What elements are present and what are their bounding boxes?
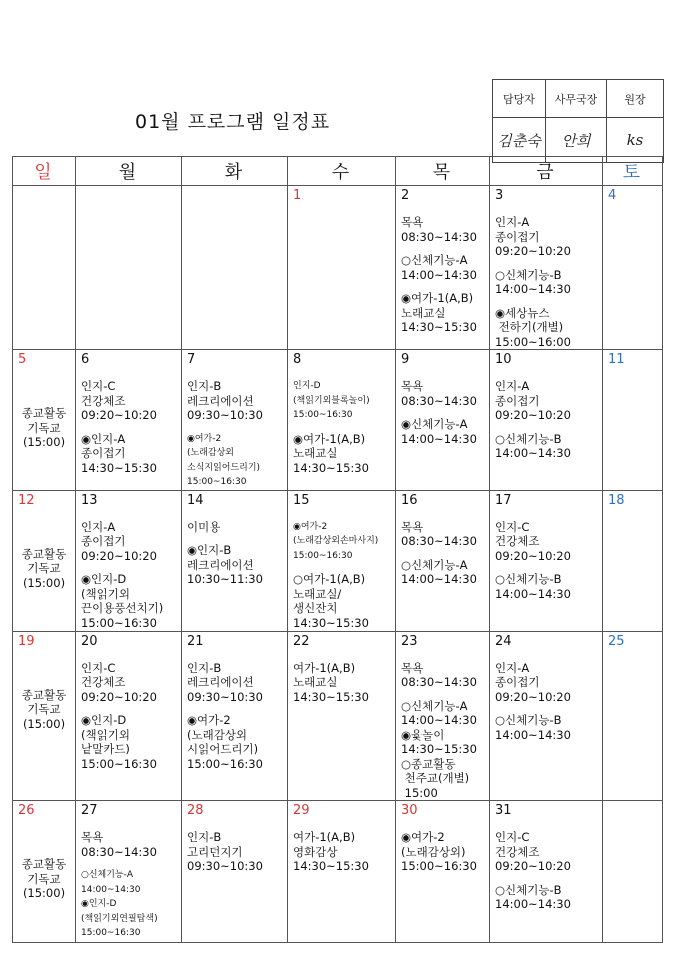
schedule-entry: ◉인지-D (책읽기외 끈이용풍선치기) 15:00~16:30 — [81, 572, 164, 630]
weekday-thu: 목 — [396, 157, 490, 186]
approval-header-director: 원장 — [607, 80, 664, 118]
calendar-day-cell — [396, 350, 490, 491]
schedule-entry: 목욕 08:30~14:30 — [81, 830, 157, 859]
weekday-sat: 토 — [603, 157, 663, 186]
calendar-day-cell — [288, 186, 396, 350]
schedule-entry: ○신체기능-B 14:00~14:30 — [495, 572, 571, 601]
schedule-entry: 목욕 08:30~14:30 — [401, 660, 477, 689]
schedule-entry: ◉여가-1(A,B) 노래교실 14:30~15:30 — [293, 431, 369, 475]
weekday-tue: 화 — [182, 157, 288, 186]
calendar-week-row — [13, 801, 663, 943]
day-number: 27 — [81, 803, 98, 818]
schedule-entry: ○신체기능-B 14:00~14:30 — [495, 713, 571, 742]
calendar-day-cell — [396, 186, 490, 350]
calendar-day-cell — [182, 631, 288, 801]
day-number: 26 — [18, 803, 35, 818]
day-number: 8 — [293, 352, 302, 367]
day-number — [18, 189, 75, 206]
calendar-day-cell — [490, 631, 603, 801]
calendar-table — [12, 156, 663, 943]
schedule-entry: ○신체기능-A 14:00~14:30 — [401, 557, 477, 586]
schedule-entry: ◉여가-2 (노래감상외 시읽어드리기) 15:00~16:30 — [187, 713, 263, 771]
schedule-entry: 인지-C 건강체조 09:20~10:20 — [81, 660, 157, 704]
calendar-day-cell — [603, 490, 663, 631]
page-title: 01월 프로그램 일정표 — [135, 111, 331, 133]
day-number: 4 — [608, 188, 617, 203]
weekday-sun: 일 — [13, 157, 76, 186]
approval-header-secretary: 사무국장 — [546, 80, 607, 118]
calendar-day-cell — [490, 490, 603, 631]
day-number: 22 — [293, 633, 310, 649]
calendar-day-cell — [396, 801, 490, 943]
schedule-entry: ◉인지-A 종이접기 14:30~15:30 — [81, 431, 157, 475]
day-number: 25 — [608, 633, 625, 649]
calendar-day-cell — [13, 350, 76, 491]
day-number — [187, 189, 287, 206]
schedule-entry: 인지-A 종이접기 09:20~10:20 — [81, 519, 157, 563]
religion-activity: 종교활동 기독교 (15:00) — [21, 857, 67, 900]
schedule-entry: ◉신체기능-A 14:00~14:30 — [401, 417, 477, 446]
schedule-entry: ○여가-1(A,B) 노래교실/ 생신잔치 14:30~15:30 — [293, 572, 369, 630]
calendar-day-cell — [13, 186, 76, 350]
calendar-day-cell — [396, 490, 490, 631]
schedule-entry: ◉여가-2 (노래감상외) 15:00~16:30 — [401, 830, 477, 873]
calendar-day-cell — [182, 350, 288, 491]
day-number: 19 — [18, 633, 35, 649]
day-number: 1 — [293, 188, 302, 203]
calendar-day-cell — [13, 490, 76, 631]
schedule-entry: 인지-B 레크리에이션 09:30~10:30 — [187, 660, 263, 704]
schedule-entry: 인지-B 고리던지기 09:30~10:30 — [187, 830, 263, 873]
calendar-day-cell — [288, 350, 396, 491]
day-number: 29 — [293, 803, 310, 818]
calendar-day-cell — [76, 631, 182, 801]
day-number: 15 — [293, 492, 310, 508]
calendar-day-cell — [76, 490, 182, 631]
schedule-entry: ◉세상뉴스 전하기(개별) 15:00~16:00 — [495, 305, 571, 349]
calendar-day-cell — [182, 801, 288, 943]
day-number: 9 — [401, 352, 410, 367]
schedule-entry: ○신체기능-B 14:00~14:30 — [495, 431, 571, 460]
schedule-entry: 인지-B 레크리에이션 09:30~10:30 — [187, 379, 263, 422]
calendar-day-cell — [13, 631, 76, 801]
calendar-day-cell — [490, 350, 603, 491]
schedule-entry: 이미용 — [187, 519, 221, 534]
day-number: 30 — [401, 803, 418, 818]
day-number: 2 — [401, 188, 410, 203]
calendar-week-row — [13, 186, 663, 350]
signature-secretary: 안희 — [546, 118, 607, 163]
day-number: 17 — [495, 492, 512, 508]
schedule-entry: 여가-1(A,B) 영화감상 14:30~15:30 — [293, 830, 369, 873]
schedule-entry: 인지-D (책읽기외블록놀이) 15:00~16:30 — [293, 381, 370, 420]
schedule-entry: 인지-C 건강체조 09:20~10:20 — [81, 379, 157, 422]
schedule-entry: ◉여가-1(A,B) 노래교실 14:30~15:30 — [401, 291, 477, 334]
day-number: 21 — [187, 633, 204, 649]
schedule-entry: 인지-A 종이접기 09:20~10:20 — [495, 215, 571, 258]
calendar-day-cell — [288, 801, 396, 943]
signature-manager: 김춘숙 — [493, 118, 546, 163]
schedule-entry: ◉인지-B 레크리에이션 10:30~11:30 — [187, 543, 263, 586]
calendar-week-row — [13, 350, 663, 491]
schedule-entry: 인지-C 건강체조 09:20~10:20 — [495, 830, 571, 873]
day-number: 31 — [495, 803, 512, 818]
calendar-week-row — [13, 631, 663, 801]
calendar-day-cell — [490, 186, 603, 350]
day-number: 6 — [81, 352, 90, 367]
day-number: 10 — [495, 352, 512, 367]
calendar-day-cell — [396, 631, 490, 801]
calendar-day-cell — [182, 186, 288, 350]
day-number: 24 — [495, 633, 512, 649]
calendar-day-cell — [182, 490, 288, 631]
day-number — [608, 804, 662, 821]
approval-box — [492, 79, 664, 163]
schedule-entry: 목욕 08:30~14:30 — [401, 379, 477, 408]
day-number: 11 — [608, 352, 625, 367]
calendar-day-cell — [288, 490, 396, 631]
schedule-entry: ○신체기능-A 14:00~14:30 — [401, 253, 477, 282]
calendar-day-cell — [603, 631, 663, 801]
schedule-entry: ◉인지-D (책읽기외 낱말카드) 15:00~16:30 — [81, 713, 157, 771]
weekday-header-row — [13, 157, 663, 186]
calendar-day-cell — [288, 631, 396, 801]
day-number: 5 — [18, 352, 27, 367]
religion-activity: 종교활동 기독교 (15:00) — [21, 406, 67, 449]
day-number: 20 — [81, 633, 98, 649]
schedule-entry: ○신체기능-B 14:00~14:30 — [495, 267, 571, 296]
signature-director: ks — [607, 118, 664, 163]
day-number: 14 — [187, 492, 204, 508]
schedule-entry: ◉여가-2 (노래감상외손마사지) 15:00~16:30 — [293, 521, 379, 561]
day-number: 3 — [495, 188, 504, 203]
calendar-day-cell — [13, 801, 76, 943]
day-number: 13 — [81, 492, 98, 508]
calendar-day-cell — [76, 350, 182, 491]
schedule-entry: ◉여가-2 (노래감상외 소식지읽어드리기) 15:00~16:30 — [187, 433, 261, 487]
schedule-entry: ○신체기능-B 14:00~14:30 — [495, 882, 571, 911]
religion-activity: 종교활동 기독교 (15:00) — [21, 687, 67, 731]
schedule-entry: 인지-A 종이접기 09:20~10:20 — [495, 379, 571, 422]
calendar-day-cell — [603, 350, 663, 491]
calendar-day-cell — [76, 186, 182, 350]
day-number: 16 — [401, 492, 418, 508]
schedule-entry: 여가-1(A,B) 노래교실 14:30~15:30 — [293, 660, 369, 704]
calendar-day-cell — [603, 186, 663, 350]
religion-activity: 종교활동 기독교 (15:00) — [21, 546, 67, 590]
approval-header-manager: 담당자 — [493, 80, 546, 118]
schedule-entry: 인지-A 종이접기 09:20~10:20 — [495, 660, 571, 704]
calendar-day-cell — [603, 801, 663, 943]
day-number: 23 — [401, 633, 418, 649]
day-number: 7 — [187, 352, 196, 367]
day-number: 12 — [18, 492, 35, 508]
weekday-mon: 월 — [76, 157, 182, 186]
schedule-entry: ○신체기능-A 14:00~14:30 ◉인지-D (책읽기외연필탑색) 15:00~16:30 — [81, 870, 158, 938]
schedule-entry: 목욕 08:30~14:30 — [401, 215, 477, 244]
day-number: 28 — [187, 803, 204, 818]
weekday-wed: 수 — [288, 157, 396, 186]
calendar-week-row — [13, 490, 663, 631]
schedule-entry: 목욕 08:30~14:30 — [401, 519, 477, 548]
schedule-entry: 인지-C 건강체조 09:20~10:20 — [495, 519, 571, 563]
calendar-day-cell — [490, 801, 603, 943]
weekday-fri: 금 — [490, 157, 603, 186]
calendar-body — [13, 186, 663, 943]
day-number — [81, 189, 181, 206]
day-number: 18 — [608, 492, 625, 508]
schedule-entry: ○신체기능-A 14:00~14:30 ◉윷놀이 14:30~15:30 ○종교활동 천주교(개별) 15:00 — [401, 698, 477, 800]
calendar-day-cell — [76, 801, 182, 943]
